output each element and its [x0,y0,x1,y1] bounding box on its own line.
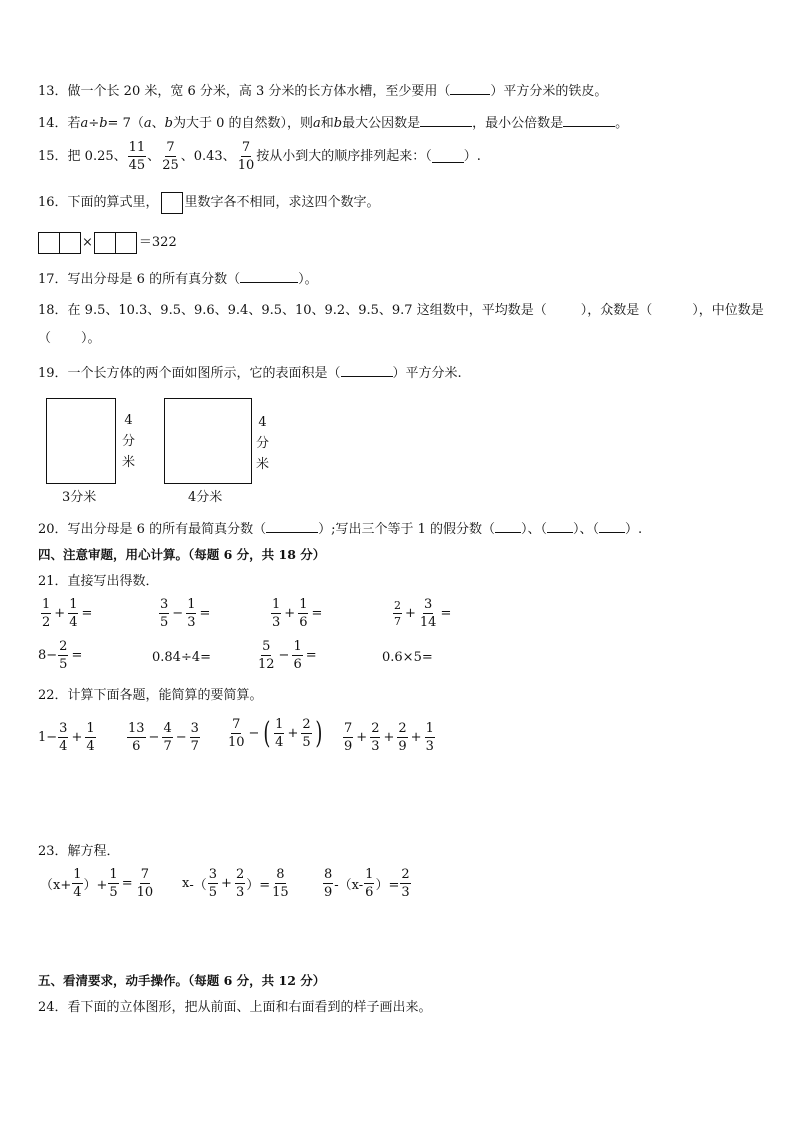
answer-blank [547,520,573,533]
expr-22-3: $\frac{7}{10}$ − ( $\frac{1}{4}$ + $\frac{2}{5}$ ) [228,715,323,751]
expr-8-minus-2-5: 8− $\frac{2}{5}$ = [38,639,83,672]
section-5-heading: 五、看清要求，动手操作。（每题 6 分，共 12 分） [38,973,326,988]
question-20: 20．写出分母是 6 的所有最简真分数（ ）;写出三个等于 1 的假分数（ ）、（ ）、（ ）. [38,522,643,537]
expr-2-7-plus-3-14: $\frac{2}{7}$ + $\frac{3}{14}$ = [394,597,452,630]
rectangle-face-1 [46,398,116,484]
equation-23-1: （x+ $\frac{1}{4}$ ）+ $\frac{1}{5}$ = $\frac{7}{10}$ [40,867,154,900]
answer-blank [599,520,625,533]
expr-0-6-times-5: 0.6×5= [382,650,433,665]
question-19: 19．一个长方体的两个面如图所示，它的表面积是（ ）平方分米. [38,366,462,381]
question-17: 17．写出分母是 6 的所有真分数（ ）。 [38,272,318,287]
expr-3-5-minus-1-3: $\frac{3}{5}$ − $\frac{1}{3}$ = [160,597,211,630]
answer-blank [266,520,318,533]
fraction-7-10: $\frac{7}{10}$ [237,140,255,173]
question-24: 24．看下面的立体图形，把从前面、上面和右面看到的样子画出来。 [38,1000,432,1015]
expr-1-3-plus-1-6: $\frac{1}{3}$ + $\frac{1}{6}$ = [272,597,323,630]
side-label-2: 4 分 米 [256,415,270,472]
answer-blank [432,150,464,163]
bottom-label-1: 3分米 [62,490,97,505]
question-14: 14．若a÷b= 7（a、b为大于 0 的自然数），则a和b最大公因数是 ，最小公倍数是 。 [38,116,629,131]
digit-box [94,232,116,254]
rectangle-face-2 [164,398,252,484]
answer-blank [450,82,490,95]
equation-23-2: x -（ $\frac{3}{5}$ + $\frac{2}{3}$ ）= $\frac{8}{15}$ [182,867,289,900]
gcd-blank [420,114,472,127]
equation-23-3: $\frac{8}{9}$ -（x- $\frac{1}{6}$ ）= $\frac{2}{3}$ [324,867,410,900]
answer-blank [495,520,521,533]
digit-box [116,232,137,254]
question-18: 18．在 9.5、10.3、9.5、9.6、9.4、9.5、10、9.2、9.5、9.7 这组数中，平均数是（ ），众数是（ ），中位数是 [38,303,764,318]
digit-box [38,232,60,254]
bottom-label-2: 4分米 [188,490,223,505]
side-label-1: 4 分 米 [122,413,136,470]
question-16: 16．下面的算式里， 里数字各不相同，求这四个数字。 [38,192,380,214]
expr-0-84-div-4: 0.84÷4= [152,650,212,665]
question-21-title: 21．直接写出得数． [38,574,159,589]
expr-1-2-plus-1-4: $\frac{1}{2}$ + $\frac{1}{4}$ = [42,597,93,630]
question-22-title: 22．计算下面各题，能简算的要简算。 [38,688,263,703]
expr-22-1: 1− $\frac{3}{4}$ + $\frac{1}{4}$ [38,721,95,754]
lcm-blank [563,114,615,127]
digit-box [60,232,81,254]
fraction-11-45: $\frac{11}{45}$ [128,140,146,173]
question-13: 13．做一个长 20 米，宽 6 分米，高 3 分米的长方体水槽，至少要用（ ）平方分米的铁皮。 [38,84,608,99]
digit-box-icon [161,192,183,214]
question-16-equation: × ＝322 [38,232,177,254]
section-4-heading: 四、注意审题，用心计算。（每题 6 分，共 18 分） [38,547,326,562]
expr-22-4: $\frac{7}{9}$ + $\frac{2}{3}$ + $\frac{2}{9}$ + $\frac{1}{3}$ [344,721,434,754]
fraction-7-25: $\frac{7}{25}$ [162,140,179,173]
question-23-title: 23．解方程． [38,844,120,859]
expr-5-12-minus-1-6: $\frac{5}{12}$ − $\frac{1}{6}$ = [258,639,317,672]
question-18-line2: （ ）。 [38,331,101,346]
expr-22-2: $\frac{13}{6}$ − $\frac{4}{7}$ − $\frac{3}{7}$ [128,721,199,754]
question-15: 15．把 0.25、 $\frac{11}{45}$ 、 $\frac{7}{25}$ 、0.43、 $\frac{7}{10}$ 按从小到大的顺序排列起来：（ ）. [38,140,481,173]
answer-blank [341,364,393,377]
answer-blank [240,270,298,283]
